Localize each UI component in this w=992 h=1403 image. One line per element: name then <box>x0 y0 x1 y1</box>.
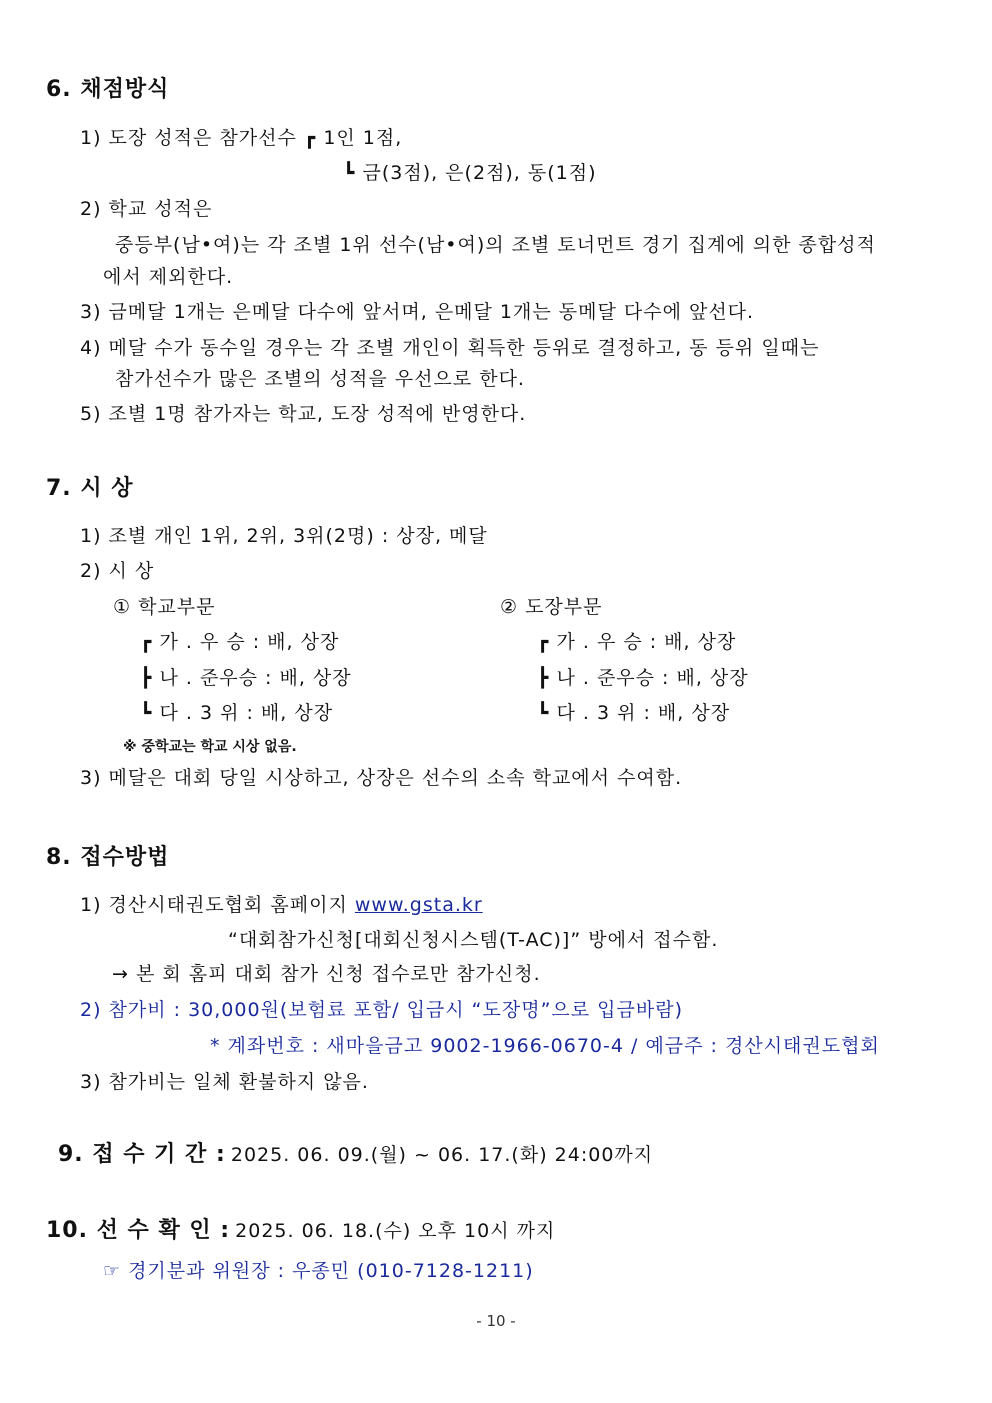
sec7-item-1: 1) 조별 개인 1위, 2위, 3위(2명) : 상장, 메달 <box>80 525 488 547</box>
section-9-title: 9. 접 수 기 간 : <box>58 1142 226 1167</box>
sec6-item-3: 3) 금메달 1개는 은메달 다수에 앞서며, 은메달 1개는 동메달 다수에 앞선다. <box>80 301 755 323</box>
sec8-item-1-detail: “대회참가신청[대회신청시스템(T-AC)]” 방에서 접수함. <box>228 929 719 951</box>
dojang-award-heading: ② 도장부문 <box>500 596 603 618</box>
section-10-title: 10. 선 수 확 인 : <box>46 1218 231 1243</box>
sec6-item-2-line-a: 중등부(남•여)는 각 조별 1위 선수(남•여)의 조별 토너먼트 경기 집계에 의한 종합성적 <box>115 234 876 256</box>
section-8-title: 8. 접수방법 <box>46 845 170 870</box>
dojang-award-first: ┏ 가 . 우 승 : 배, 상장 <box>537 631 737 653</box>
sec7-item-3: 3) 메달은 대회 당일 시상하고, 상장은 선수의 소속 학교에서 수여함. <box>80 767 683 789</box>
bank-account-info: * 계좌번호 : 새마을금고 9002-1966-0670-4 / 예금주 : 경산시태권도협회 <box>210 1035 880 1057</box>
dojang-award-third: ┗ 다 . 3 위 : 배, 상장 <box>537 702 731 724</box>
homepage-link[interactable]: www.gsta.kr <box>354 894 483 916</box>
school-award-first: ┏ 가 . 우 승 : 배, 상장 <box>140 631 340 653</box>
school-award-heading: ① 학교부문 <box>113 596 216 618</box>
sec6-item-4-line-a: 4) 메달 수가 동수일 경우는 각 조별 개인이 획득한 등위로 결정하고, 동 등위 일때는 <box>80 337 820 359</box>
section-10 <box>46 1213 555 1244</box>
sec6-item-5: 5) 조별 1명 참가자는 학교, 도장 성적에 반영한다. <box>80 403 527 425</box>
page-number: - 10 - <box>476 1312 516 1330</box>
sec8-item-1 <box>80 890 483 917</box>
sec8-item-3: 3) 참가비는 일체 환불하지 않음. <box>80 1071 369 1093</box>
sec8-item-2-fee: 2) 참가비 : 30,000원(보험료 포함/ 입금시 “도장명”으로 입금바람) <box>80 999 684 1021</box>
school-award-second: ┣ 나 . 준우승 : 배, 상장 <box>140 667 352 689</box>
sec6-item-2-line-b: 에서 제외한다. <box>103 266 234 288</box>
contact-line: ☞ 경기분과 위원장 : 우종민 (010-7128-1211) <box>103 1260 534 1282</box>
section-6-title: 6. 채점방식 <box>46 77 170 102</box>
athlete-confirmation-date: 2025. 06. 18.(수) 오후 10시 까지 <box>235 1220 556 1242</box>
sec6-item-2: 2) 학교 성적은 <box>80 198 213 220</box>
section-7-title: 7. 시 상 <box>46 476 134 501</box>
school-award-third: ┗ 다 . 3 위 : 배, 상장 <box>140 702 334 724</box>
registration-period: 2025. 06. 09.(월) ~ 06. 17.(화) 24:00까지 <box>230 1144 654 1166</box>
sec6-item-1-sub: ┗ 금(3점), 은(2점), 동(1점) <box>343 162 597 184</box>
sec6-item-1: 1) 도장 성적은 참가선수 ┏ 1인 1점, <box>80 127 403 149</box>
middle-school-note: ※ 중학교는 학교 시상 없음. <box>123 739 297 755</box>
sec8-item-1-note: → 본 회 홈피 대회 참가 신청 접수로만 참가신청. <box>112 963 541 985</box>
sec6-item-4-line-b: 참가선수가 많은 조별의 성적을 우선으로 한다. <box>115 368 525 390</box>
dojang-award-second: ┣ 나 . 준우승 : 배, 상장 <box>537 667 749 689</box>
section-9 <box>58 1137 653 1168</box>
sec7-item-2: 2) 시 상 <box>80 560 155 582</box>
sec8-item-1-text: 1) 경산시태권도협회 홈페이지 <box>80 894 348 916</box>
